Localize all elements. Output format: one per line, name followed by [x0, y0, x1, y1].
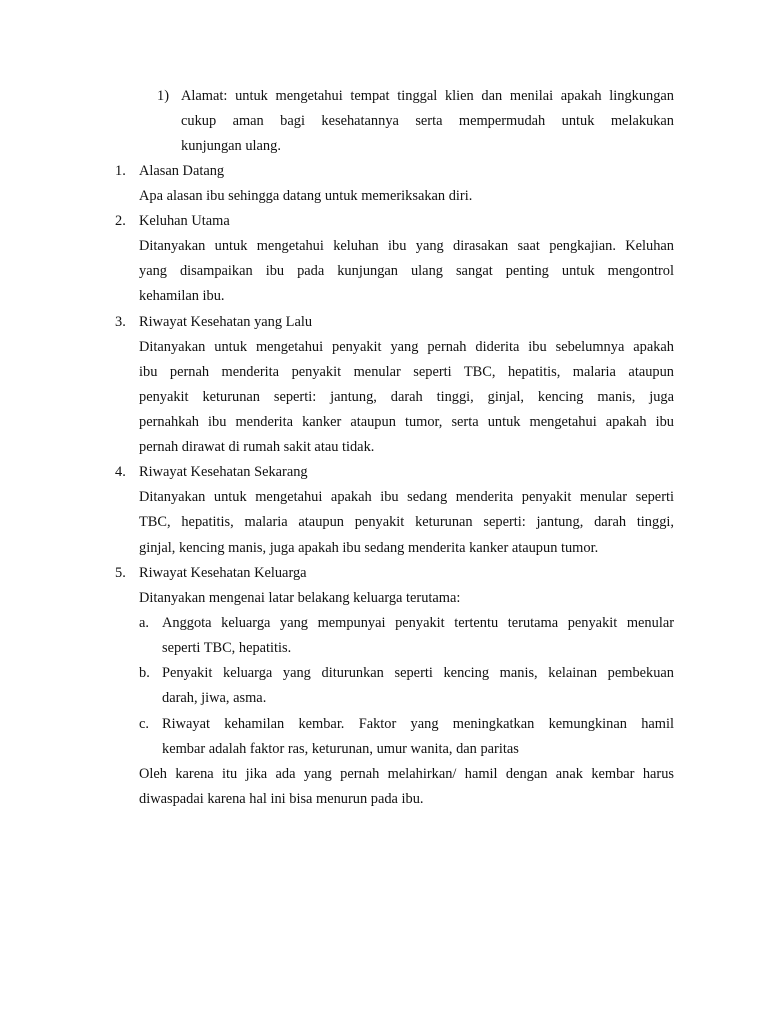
section-paragraph-line: yang disampaikan ibu pada kunjungan ulang sangat penting untuk mengontrol — [139, 263, 674, 279]
section-paragraph-line: pernahkah ibu menderita kanker ataupun tumor, serta untuk mengetahui apakah ibu — [139, 414, 674, 430]
list-item-line: Penyakit keluarga yang diturunkan seperti kencing manis, kelainan pembekuan — [162, 665, 674, 681]
section-paragraph-line: ibu pernah menderita penyakit menular seperti TBC, hepatitis, malaria ataupun — [139, 364, 674, 380]
list-item-line: kembar adalah faktor ras, keturunan, umur wanita, dan paritas — [162, 741, 519, 757]
section-number: 3. — [115, 314, 126, 330]
section-number: 1. — [115, 163, 126, 179]
list-item-marker: a. — [139, 615, 149, 631]
section-heading: Riwayat Kesehatan yang Lalu — [139, 314, 313, 330]
section-number: 4. — [115, 464, 126, 480]
list-item-marker: b. — [139, 665, 150, 681]
section-paragraph-line: Ditanyakan untuk mengetahui apakah ibu sedang menderita penyakit menular seperti — [139, 489, 674, 505]
section-paragraph-line: Apa alasan ibu sehingga datang untuk memeriksakan diri. — [139, 188, 473, 204]
section-heading: Riwayat Kesehatan Sekarang — [139, 464, 308, 480]
section-number: 2. — [115, 213, 126, 229]
section-heading: Alasan Datang — [139, 163, 225, 179]
section-intro: Ditanyakan mengenai latar belakang keluarga terutama: — [139, 590, 461, 606]
section-paragraph-line: kehamilan ibu. — [139, 288, 225, 304]
list-item-line: seperti TBC, hepatitis. — [162, 640, 292, 656]
sub-item-line: kunjungan ulang. — [181, 138, 281, 154]
section-number: 5. — [115, 565, 126, 581]
section-paragraph-line: Ditanyakan untuk mengetahui keluhan ibu yang dirasakan saat pengkajian. Keluhan — [139, 238, 674, 254]
section-paragraph-line: penyakit keturunan seperti: jantung, darah tinggi, ginjal, kencing manis, juga — [139, 389, 674, 405]
sub-item-marker: 1) — [157, 88, 169, 104]
section-heading: Keluhan Utama — [139, 213, 230, 229]
closing-paragraph-line: Oleh karena itu jika ada yang pernah melahirkan/ hamil dengan anak kembar harus — [139, 766, 674, 782]
list-item-line: Riwayat kehamilan kembar. Faktor yang meningkatkan kemungkinan hamil — [162, 716, 674, 732]
section-paragraph-line: pernah dirawat di rumah sakit atau tidak. — [139, 439, 375, 455]
section-paragraph-line: ginjal, kencing manis, juga apakah ibu sedang menderita kanker ataupun tumor. — [139, 540, 599, 556]
list-item-line: darah, jiwa, asma. — [162, 690, 267, 706]
sub-item-line: cukup aman bagi kesehatannya serta mempermudah untuk melakukan — [181, 113, 674, 129]
section-heading: Riwayat Kesehatan Keluarga — [139, 565, 307, 581]
list-item-line: Anggota keluarga yang mempunyai penyakit tertentu terutama penyakit menular — [162, 615, 674, 631]
section-paragraph-line: Ditanyakan untuk mengetahui penyakit yang pernah diderita ibu sebelumnya apakah — [139, 339, 674, 355]
closing-paragraph-line: diwaspadai karena hal ini bisa menurun pada ibu. — [139, 791, 424, 807]
section-paragraph-line: TBC, hepatitis, malaria ataupun penyakit keturunan seperti: jantung, darah tinggi, — [139, 514, 674, 530]
list-item-marker: c. — [139, 716, 149, 732]
sub-item-line: Alamat: untuk mengetahui tempat tinggal klien dan menilai apakah lingkungan — [181, 88, 674, 104]
